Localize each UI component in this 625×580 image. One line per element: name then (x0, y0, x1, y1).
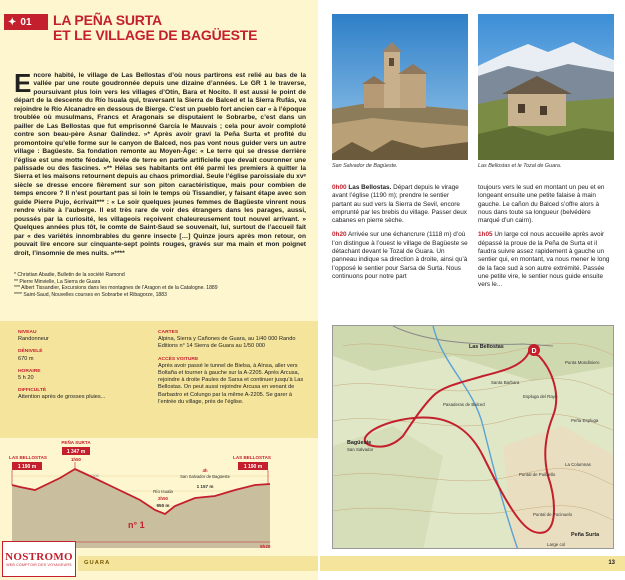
footnote: ** Pierre Minvielle, La Sierra de Guara (14, 278, 101, 285)
footer-bar-right (320, 556, 625, 571)
start-alt: 1 190 m (17, 464, 37, 470)
elevation-profile-svg (0, 438, 318, 552)
church-photo-image (332, 14, 468, 160)
peak-label: PEÑA SURTA (61, 440, 91, 445)
map-label: San Salvador (347, 447, 374, 452)
photo-caption: San Salvador de Bagüeste. (332, 163, 398, 169)
step-text: toujours vers le sud en montant un peu et en longeant ensuite une petite falaise à main gauche. Le cañon du Balced s’offre alors à nous dans toute sa longueur (belvédère marqué d’un cairn). (478, 184, 605, 225)
step (478, 231, 614, 289)
profile-area (12, 469, 270, 548)
info-label: HORAIRE (18, 368, 41, 374)
profile-number: n° 1 (128, 520, 145, 530)
footnote: *** Albert Tissandier, Excursions dans les montagnes de l’Aragon et de la Catalogne. 1889 (14, 285, 218, 292)
step-time: 0h20 (332, 231, 347, 239)
map-label: Large col (547, 542, 566, 547)
route-title-line1: LA PEÑA SURTA (53, 12, 162, 28)
step (332, 184, 468, 225)
info-value: Après avoir passé le tunnel de Bielsa, à Aïnsa, aller vers Boltaña et tourner à gauche sur la A-2205. Après Arcusa, rejoindre à droite Paules de Sarsa et continuer jusqu’à Las Bellostas. On peut aussi rejoindre Arcusa en venant de Barbastro et Colungo par la même A-2205. Se garer à l’entrée du village, près de l’église. (158, 362, 304, 405)
map-label: Bagüeste (347, 440, 372, 446)
step-text: Départ depuis le virage avant l’église (1190 m); prendre le sentier partant au sud vers la Sierra de Sevil, encore emprunté par les brebis du village. Passer deux cabanes en pierre sèche. (332, 184, 467, 225)
end-alt: 1 190 m (243, 464, 263, 470)
map-label: Santa Barbara (491, 380, 520, 385)
church-time: 4h (202, 468, 208, 473)
rio-time: 2h50 (157, 496, 169, 501)
info-band (0, 321, 318, 438)
page-number: 13 (608, 560, 615, 566)
footnote: * Christian Abadie, Bulletin de la société Ramond (14, 272, 125, 278)
info-column-left (18, 329, 138, 402)
start-label: LAS BELLOSTAS (9, 455, 47, 460)
rio-label: Río Isuala (153, 489, 173, 494)
tick-label: 1300 (90, 473, 99, 478)
region-label: GUARA (84, 560, 111, 566)
hiker-icon: ✦ (8, 16, 17, 28)
rio-alt: 950 m (156, 503, 170, 508)
info-value: Randonneur (18, 336, 49, 343)
church-alt: 1 157 m (196, 484, 214, 489)
end-label: LAS BELLOSTAS (233, 455, 271, 460)
map-label: Puntal de Puibiello (519, 472, 556, 477)
info-label: NIVEAU (18, 330, 37, 335)
photo-san-salvador (332, 14, 468, 160)
info-value: Attention après de grosses pluies... (18, 394, 106, 401)
steps-column-right (478, 184, 614, 290)
step-text: Arrivée sur une échancrure (1118 m) d’où l’on distingue à l’ouest le village de Bagüeste se détachant devant le Tozal de Guara. Un panneau indique sa direction à droite, ainsi qu’à l’opposé le sentier pour Sarsa de Surta. Nous continuons pour notre part (332, 231, 468, 280)
route-map (332, 325, 614, 549)
photo-las-bellostas (478, 14, 614, 160)
route-map-svg (333, 326, 614, 549)
route-title-line2: ET LE VILLAGE DE BAGÜESTE (53, 27, 258, 43)
logo-name: NOSTROMO (5, 551, 73, 563)
footnotes (14, 272, 306, 298)
peak-alt: 1 347 m (66, 449, 86, 455)
map-label: Peña Espluga (571, 418, 599, 423)
peak-time: 1h50 (70, 457, 82, 462)
church-label: San Salvador de Bagüeste (180, 474, 230, 479)
map-label: Puntal de Pocinuelo (533, 512, 573, 517)
start-marker-label: D (531, 348, 537, 355)
info-label: DIFFICULTÉ (18, 388, 47, 394)
map-label: La Columnas (565, 462, 591, 467)
village-photo-image (478, 14, 614, 160)
info-label: ACCÈS VOITURE (158, 356, 199, 362)
nostromo-logo (2, 541, 76, 577)
route-title (53, 13, 257, 43)
info-value: 670 m (18, 355, 34, 362)
map-label: Peña Surta (571, 532, 600, 538)
step-time: 0h00 (332, 184, 347, 191)
info-column-right (158, 329, 306, 406)
step-place: Las Bellostas. (348, 184, 392, 191)
map-label: Punta Mondiniero (565, 360, 600, 365)
footnote: **** Saint-Saud, Nouvelles courses en Sobrarbe et Ribagorze, 1883 (14, 291, 167, 298)
elevation-profile (0, 438, 318, 552)
step-time: 1h05 (478, 231, 493, 239)
route-number-badge (4, 14, 48, 30)
photo-caption: Las Bellostas et le Tozal de Guara. (478, 163, 562, 169)
info-label: CARTES (158, 330, 179, 335)
total-time: 5h20 (260, 544, 271, 549)
step-text: Un large col nous accueille après avoir dépassé la proue de la Peña de Surta et il faudra suivre assez rapidement à gauche un sentier qui, en montant, va nous mener le long de la face sud à son autre extrémité. Passée une petite vire, le sentier nous guide ensuite vers le... (478, 231, 610, 289)
step (332, 231, 468, 281)
map-label: Espluga del Rayo (523, 394, 558, 399)
step (478, 184, 614, 225)
logo-tagline: WEB COMPTOIR DES VOYAGEURS (6, 563, 72, 567)
map-label: Las Bellostas (469, 344, 504, 350)
intro-text (14, 68, 306, 258)
steps-column-left (332, 184, 468, 281)
intro-body: ncore habité, le village de Las Bellostas d’où nous partirons est relié au bas de la vallée par une route goudronnée depuis une dizaine d’années. Le GR 1 le traverse, poursuivant plus loin vers les villages d’Otín, Bara et Nocito. Il est aussi le point de départ de la descente du Río Isuala qui, traversant la Sierra de Balced et la Sierra Rufás, va rejoindre le Río Alcanadre en dessous de Bierge. C’est un pueblo fort ancien car « à l’époque troublée où musulmans, Francs et Aragonais se disputaient le Sobrarbe, c’est dans un pailler de Las Bellostas que fut emprisonné García le Mauvais ; cela pour avoir comploté contre son beau-père Asnar Galindez. »* Après avoir gravi la Peña Surta et profité du promontoire qu’elle forme sur le canyon de Balced, nos pas vont nous guider vers un autre village : Bagüeste. Sa fondation remonte au Moyen-Âge: « Le terre qui se dresse derrière l’église est une motte féodale, levée de terre en partie artificielle que devait couronner une palissade ou des fascines. »** Hélas ses habitants ont été parmi les premiers à quitter la Sierra et les maisons retournent depuis au chaos primordial. Seule l’église paroissiale du xvᵉ siècle se dresse encore fièrement sur son piton caractéristique, mais pour combien de temps encore ? Il n’est pourtant pas si loin le temps où Tissandier, y faisant étape avec son guide Pierre Pujo, écrivait*** : « Le soir quelques jeunes femmes de Bagüeste vinrent nous rendre visite à l’auberge. Il est très rare de voir des étrangers dans les parages, aussi, poussés par la curiosité, les villageois reçoivent chaleureusement tout nouvel arrivant. » Quelques années plus tôt, le comte de Saint-Saud se souvenait, lui, surtout de l’accueil fait par « des variétés innombrables du genre insecte […] Quinze jours après mon retour, on pouvait lire encore sur cinquante-sept points rouges, gravés sur ma main et mon poignet droit, l’insomnie de mes nuits. »**** (14, 72, 306, 257)
info-value: 5 h 20 (18, 375, 34, 382)
info-value: Alpina, Sierra y Cañones de Guara, au 1/40 000 Rando Editions n° 14 Sierra de Guara au 1/50 000 (158, 336, 296, 350)
footer-bar-left (78, 556, 318, 571)
right-page (320, 0, 625, 580)
route-number: 01 (20, 16, 32, 28)
map-label: Pasaderas de Balced (443, 402, 485, 407)
dropcap: E (14, 68, 32, 98)
info-label: DÉNIVELÉ (18, 349, 43, 355)
